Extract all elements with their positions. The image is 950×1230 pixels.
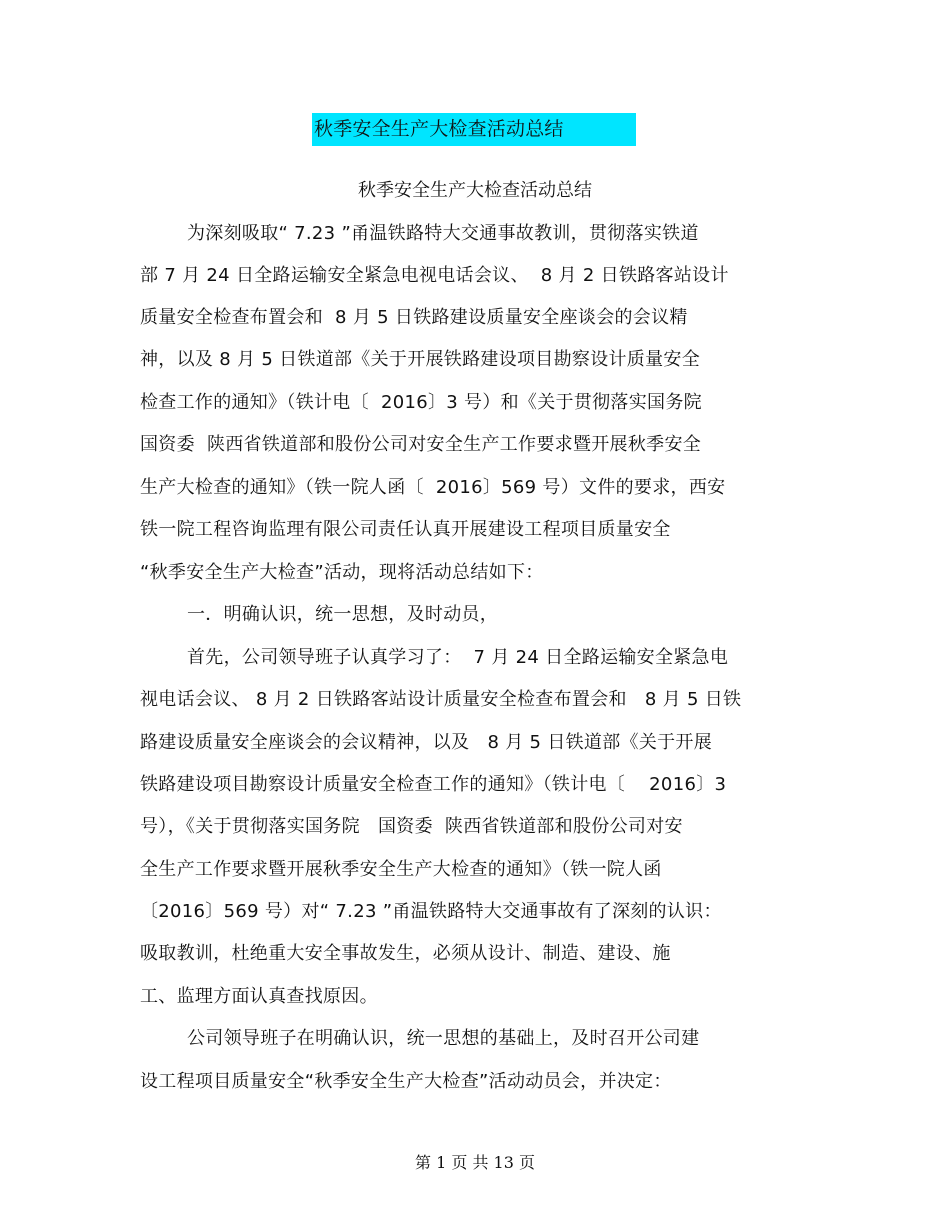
body-line: 吸取教训，杜绝重大安全事故发生，必须从设计、制造、建设、施 (140, 943, 671, 964)
body-line: 〔2016〕569 号）对“ 7.23 ”甬温铁路特大交通事故有了深刻的认识： (140, 901, 722, 922)
body-line: 首先，公司领导班子认真学习了： 7 月 24 日全路运输安全紧急电 (187, 647, 729, 668)
body-line: 公司领导班子在明确认识，统一思想的基础上，及时召开公司建 (187, 1028, 700, 1049)
document-title: 秋季安全生产大检查活动总结 (314, 118, 564, 140)
section-heading: 一．明确认识，统一思想，及时动员， (187, 604, 499, 625)
body-line: 视电话会议、 8 月 2 日铁路客站设计质量安全检查布置会和 8 月 5 日铁 (140, 689, 742, 710)
body-line: 神，以及 8 月 5 日铁道部《关于开展铁路建设项目勘察设计质量安全 (140, 349, 700, 370)
body-line: 为深刻吸取“ 7.23 ”甬温铁路特大交通事故教训，贯彻落实铁道 (187, 223, 699, 244)
body-line: 检查工作的通知》（铁计电〔 2016〕3 号）和《关于贯彻落实国务院 (140, 392, 702, 413)
body-line: 号），《关于贯彻落实国务院 国资委 陕西省铁道部和股份公司对安 (140, 816, 683, 837)
body-line: 路建设质量安全座谈会的会议精神，以及 8 月 5 日铁道部《关于开展 (140, 732, 713, 753)
body-line: 生产大检查的通知》（铁一院人函〔 2016〕569 号）文件的要求，西安 (140, 477, 726, 498)
body-line: 质量安全检查布置会和 8 月 5 日铁路建设质量安全座谈会的会议精 (140, 307, 688, 328)
body-line: 铁路建设项目勘察设计质量安全检查工作的通知》（铁计电〔 2016〕3 (140, 774, 727, 795)
body-line: 部 7 月 24 日全路运输安全紧急电视电话会议、 8 月 2 日铁路客站设计 (140, 265, 729, 286)
body-line: 铁一院工程咨询监理有限公司责任认真开展建设工程项目质量安全 (140, 519, 671, 540)
body-line: 设工程项目质量安全“秋季安全生产大检查”活动动员会，并决定： (140, 1071, 672, 1092)
body-line: 国资委 陕西省铁道部和股份公司对安全生产工作要求暨开展秋季安全 (140, 434, 702, 455)
page-footer: 第 1 页 共 13 页 (415, 1153, 535, 1172)
body-line: “秋季安全生产大检查”活动，现将活动总结如下： (140, 562, 544, 583)
body-line: 全生产工作要求暨开展秋季安全生产大检查的通知》（铁一院人函 (140, 859, 662, 880)
body-line: 工、监理方面认真查找原因。 (140, 986, 378, 1007)
document-subtitle: 秋季安全生产大检查活动总结 (358, 180, 592, 201)
